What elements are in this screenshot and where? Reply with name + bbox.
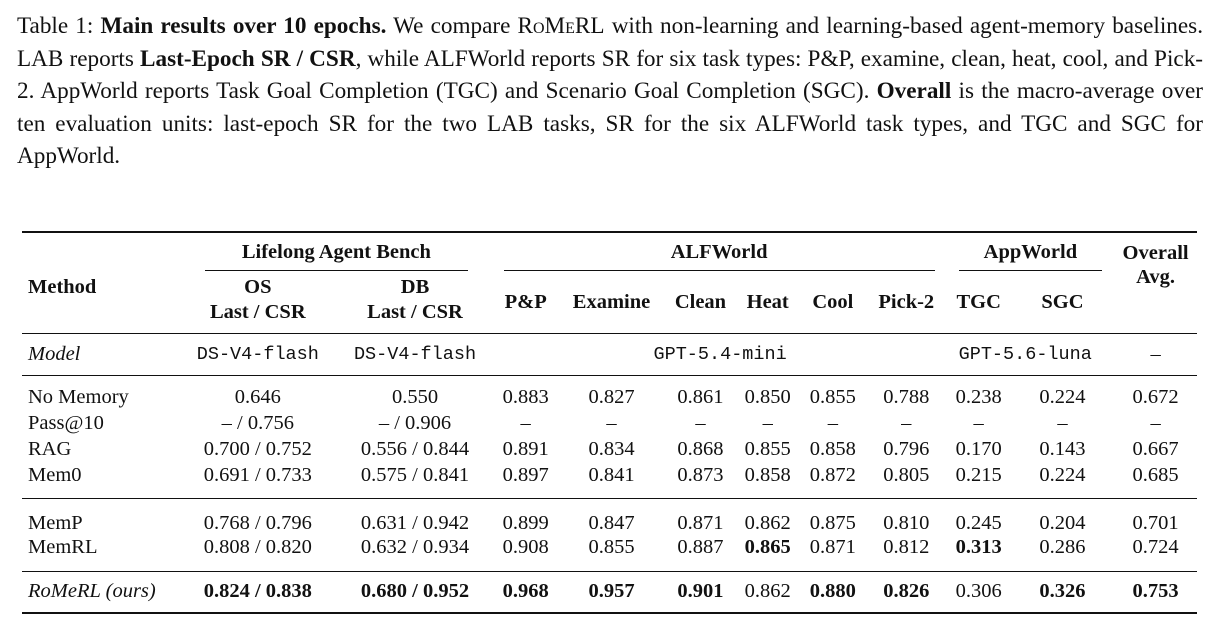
header-pp: P&P — [504, 290, 547, 313]
header-examine: Examine — [572, 290, 651, 313]
model-row — [22, 334, 1197, 376]
model-overall: – — [1150, 343, 1161, 365]
method-cell: RAG — [28, 437, 72, 460]
header-appworld: AppWorld — [947, 232, 1115, 271]
caption-title: Main results over 10 epochs. — [100, 13, 387, 39]
header-clean: Clean — [674, 290, 727, 313]
table-row: Mem0 0.691 / 0.733 0.575 / 0.841 0.897 0.841 0.873 0.858 0.872 0.805 0.215 0.224 0.685 — [22, 462, 1197, 488]
model-db: DS-V4-flash — [353, 344, 477, 365]
header-db: DB Last / CSR — [367, 276, 463, 323]
header-pick2: Pick-2 — [878, 290, 935, 313]
table-row: No Memory 0.646 0.550 0.883 0.827 0.861 0.850 0.855 0.788 0.238 0.224 0.672 — [22, 384, 1197, 410]
table-caption: Table 1: Main results over 10 epochs. We compare RoMeRL with non-learning and learning-based agent-memory baselines. LAB reports Last-Epoch SR / CSR, while ALFWorld reports SR for six task types: P&P, examine, clean, heat, cool, and Pick-2. AppWorld reports Task Goal Completion (TGC) and Scenario Goal Completion (SGC). Overall is the macro-average over ten evaluation units: last-epoch SR for the two LAB tasks, SR for the six ALFWorld task types, and TGC and SGC for AppWorld. — [17, 13, 1204, 170]
header-alfworld: ALFWorld — [494, 232, 947, 271]
table-row: RAG 0.700 / 0.752 0.556 / 0.844 0.891 0.834 0.868 0.855 0.858 0.796 0.170 0.143 0.667 — [22, 436, 1197, 462]
header-cool: Cool — [812, 290, 854, 313]
header-overall: Overall Avg. — [1122, 242, 1189, 288]
method-cell: MemRL — [28, 536, 98, 558]
model-appworld: GPT-5.6-luna — [958, 344, 1092, 365]
method-cell: Pass@10 — [28, 411, 104, 434]
model-alfworld: GPT-5.4-mini — [653, 344, 787, 365]
table-row-ours: RoMeRL (ours) 0.824 / 0.838 0.680 / 0.952 0.968 0.957 0.901 0.862 0.880 0.826 0.306 0.326 0.753 — [22, 571, 1197, 613]
method-cell: No Memory — [28, 385, 129, 408]
method-cell: Mem0 — [28, 463, 82, 486]
method-cell: RoMeRL (ours) — [28, 580, 156, 603]
table-row: MemP 0.768 / 0.796 0.631 / 0.942 0.899 0.847 0.871 0.862 0.875 0.810 0.245 0.204 0.701 — [22, 499, 1197, 535]
header-sgc: SGC — [1041, 290, 1084, 313]
table-row: MemRL 0.808 / 0.820 0.632 / 0.934 0.908 0.855 0.887 0.865 0.871 0.812 0.313 0.286 0.724 — [22, 535, 1197, 561]
header-os: OS Last / CSR — [209, 276, 306, 323]
method-cell: MemP — [28, 511, 83, 534]
table-row: Pass@10 – / 0.756 – / 0.906 – – – – – – – – – — [22, 410, 1197, 436]
header-method: Method — [28, 275, 97, 298]
header-tgc: TGC — [956, 290, 1001, 313]
header-lab: Lifelong Agent Bench — [179, 232, 493, 271]
results-table — [22, 231, 1197, 614]
model-os: DS-V4-flash — [196, 344, 319, 365]
model-label: Model — [28, 343, 81, 365]
header-heat: Heat — [746, 290, 789, 313]
